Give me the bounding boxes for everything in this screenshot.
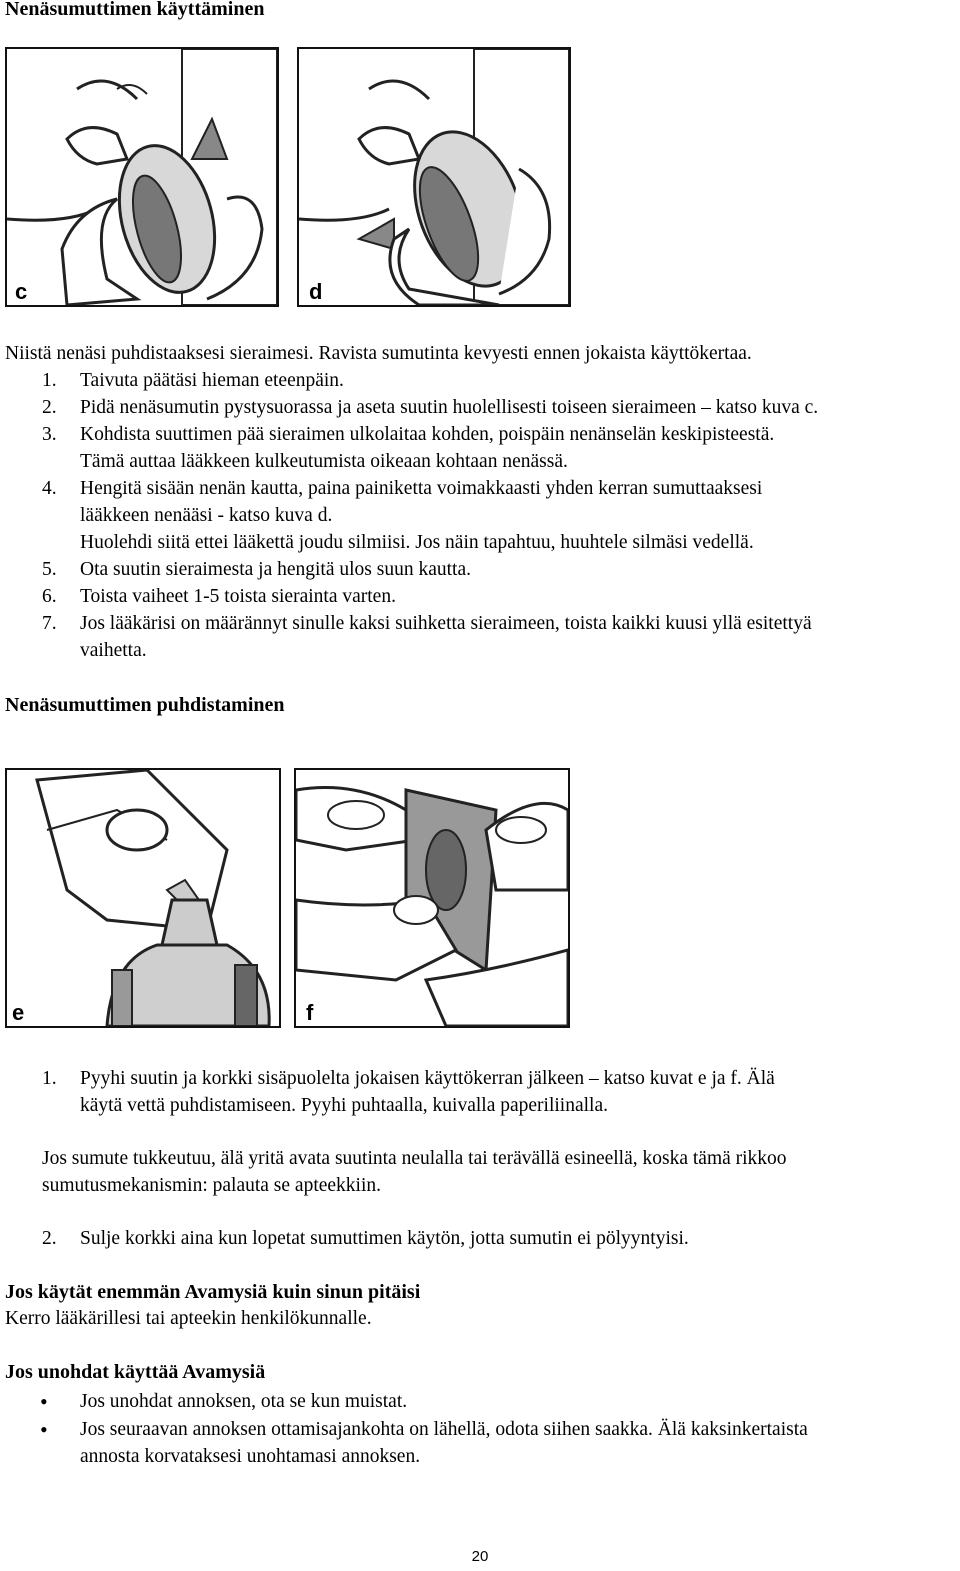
step-text: Taivuta päätäsi hieman eteenpäin. bbox=[80, 370, 344, 391]
bullet-icon: • bbox=[40, 1417, 48, 1442]
cleaning-step-number: 1. bbox=[42, 1068, 57, 1089]
figure-c bbox=[5, 47, 279, 307]
figure-f bbox=[294, 768, 570, 1028]
step-text: Pidä nenäsumutin pystysuorassa ja aseta suutin huolellisesti toiseen sieraimeen – katso kuva c. bbox=[80, 397, 819, 418]
figure-d bbox=[297, 47, 571, 307]
bullet-text: annosta korvataksesi unohtamasi annoksen. bbox=[80, 1446, 421, 1467]
intro-text: Niistä nenäsi puhdistaaksesi sieraimesi. Ravista sumutinta kevyesti ennen jokaista käyttökertaa. bbox=[5, 343, 752, 364]
step-text: Hengitä sisään nenän kautta, paina painiketta voimakkaasti yhden kerran sumuttaaksesi bbox=[80, 478, 763, 499]
step-number: 4. bbox=[42, 478, 57, 499]
step-text: Jos lääkärisi on määrännyt sinulle kaksi suihketta sieraimeen, toista kaikki kuusi yllä esitettyä bbox=[80, 613, 812, 634]
step-text: Ota suutin sieraimesta ja hengitä ulos suun kautta. bbox=[80, 559, 471, 580]
nasal-spray-insert-illustration-icon bbox=[7, 49, 277, 305]
step-number: 5. bbox=[42, 559, 57, 580]
wipe-nozzle-illustration-icon bbox=[7, 770, 279, 1026]
cleaning-step-number: 2. bbox=[42, 1228, 57, 1249]
bullet-icon: • bbox=[40, 1389, 48, 1414]
bullet-text: Jos unohdat annoksen, ota se kun muistat. bbox=[80, 1391, 408, 1412]
figure-label-e: e bbox=[12, 1000, 25, 1025]
step-text: Kohdista suuttimen pää sieraimen ulkolaitaa kohden, poispäin nenänselän keskipisteestä. bbox=[80, 424, 775, 445]
step-text: vaihetta. bbox=[80, 640, 147, 661]
bullet-text: Jos seuraavan annoksen ottamisajankohta on lähellä, odota siihen saakka. Älä kaksinkertaista bbox=[80, 1419, 808, 1440]
step-number: 6. bbox=[42, 586, 57, 607]
wipe-cap-illustration-icon bbox=[296, 770, 568, 1026]
section-heading-cleaning: Nenäsumuttimen puhdistaminen bbox=[5, 694, 285, 716]
cleaning-step-text: käytä vettä puhdistamiseen. Pyyhi puhtaalla, kuivalla paperiliinalla. bbox=[80, 1095, 608, 1116]
section-heading-usage: Nenäsumuttimen käyttäminen bbox=[5, 0, 265, 20]
page-number: 20 bbox=[471, 1548, 489, 1565]
cleaning-step-text: Pyyhi suutin ja korkki sisäpuolelta jokaisen käyttökerran jälkeen – katso kuvat e ja f. Älä bbox=[80, 1068, 775, 1089]
figure-label-c: c bbox=[15, 279, 28, 304]
figure-e bbox=[5, 768, 281, 1028]
figure-label-f: f bbox=[306, 1000, 314, 1025]
overdose-text: Kerro lääkärillesi tai apteekin henkilökunnalle. bbox=[5, 1308, 372, 1329]
step-text: lääkkeen nenääsi - katso kuva d. bbox=[80, 505, 333, 526]
overdose-heading: Jos käytät enemmän Avamysiä kuin sinun pitäisi bbox=[5, 1281, 421, 1303]
step-number: 1. bbox=[42, 370, 57, 391]
step-text: Huolehdi siitä ettei lääkettä joudu silmiisi. Jos näin tapahtuu, huuhtele silmäsi vedellä. bbox=[80, 532, 754, 553]
step-text: Tämä auttaa lääkkeen kulkeutumista oikeaan kohtaan nenässä. bbox=[80, 451, 568, 472]
missed-dose-heading: Jos unohdat käyttää Avamysiä bbox=[5, 1361, 266, 1383]
cleaning-step-text: Sulje korkki aina kun lopetat sumuttimen käytön, jotta sumutin ei pölyyntyisi. bbox=[80, 1228, 689, 1249]
figure-label-d: d bbox=[309, 279, 323, 304]
cleaning-warning: sumutusmekanismin: palauta se apteekkiin. bbox=[42, 1175, 382, 1196]
nasal-spray-press-illustration-icon bbox=[299, 49, 569, 305]
step-text: Toista vaiheet 1-5 toista sierainta varten. bbox=[80, 586, 396, 607]
step-number: 2. bbox=[42, 397, 57, 418]
step-number: 3. bbox=[42, 424, 57, 445]
step-number: 7. bbox=[42, 613, 57, 634]
cleaning-warning: Jos sumute tukkeutuu, älä yritä avata suutinta neulalla tai terävällä esineellä, koska tämä rikkoo bbox=[42, 1148, 787, 1169]
